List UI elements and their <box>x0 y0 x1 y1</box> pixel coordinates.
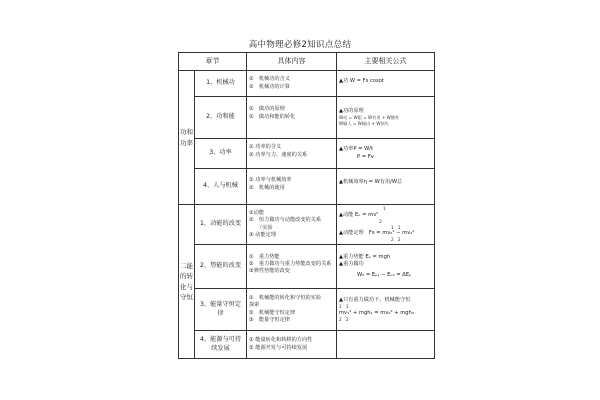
formula-line: 2 <box>379 218 382 224</box>
formula-line: 1 1 <box>391 224 401 230</box>
content-line: ① 重力势能 <box>249 253 280 260</box>
formula-line: 1 <box>383 206 386 212</box>
content-cell <box>247 289 337 331</box>
content-cell <box>247 205 337 245</box>
header-content: 具体内容 <box>247 53 337 71</box>
chapter-cell-work-power: 功和功率 <box>179 71 195 205</box>
content-line: ② 功率与力、速度的关系 <box>249 151 308 158</box>
section-cell: 2、势能的改变 <box>195 245 247 289</box>
content-line: ② 做功和能的转化 <box>249 113 296 120</box>
section-cell: 3、能量守恒定律 <box>195 289 247 331</box>
section-cell: 1、动能的改变 <box>195 205 247 245</box>
content-line: ① 机械能的转化和守恒的实验 <box>249 295 322 302</box>
table-row <box>179 97 435 139</box>
formula-cell <box>337 245 435 289</box>
header-row <box>179 53 435 71</box>
content-line: （实验 <box>257 224 273 231</box>
content-line: ② 机械的使用 <box>249 184 285 191</box>
formula-cell <box>337 139 435 169</box>
formula-line: 2 2 <box>391 237 401 243</box>
section-cell: 4、能源与可持续发展 <box>195 331 247 359</box>
header-formula: 主要相关公式 <box>337 53 435 71</box>
formula-cell <box>337 71 435 97</box>
formula-line: W输入 = W输出 + W损失 <box>339 121 389 126</box>
formula-cell <box>337 205 435 245</box>
formula-line: 1 1 <box>339 303 349 309</box>
content-line: ① 机械功的含义 <box>249 76 290 83</box>
content-line: ③ 能量守恒定律 <box>249 316 290 323</box>
formula-line: 2 2 <box>339 316 349 322</box>
content-line: ② 重力做功与重力势能改变的关系 <box>249 260 332 267</box>
formula-line: P = Fv <box>357 153 374 160</box>
section-cell: 3、功率 <box>195 139 247 169</box>
formula-cell <box>337 97 435 139</box>
formula-line: ▲功 W = Fs cosot <box>339 77 384 84</box>
content-cell <box>247 71 337 97</box>
formula-line: ▲动能 Eₖ = mv² <box>339 211 379 218</box>
content-line: 探索 <box>249 302 260 309</box>
summary-table <box>178 52 435 359</box>
section-cell: 4、人与机械 <box>195 169 247 205</box>
formula-line: ▲机械效率η = W有用/W总 <box>339 178 403 185</box>
content-cell <box>247 97 337 139</box>
table-row <box>179 205 435 245</box>
content-line: ① 功率与机械效率 <box>249 177 292 184</box>
formula-line: ▲重力做功 <box>339 260 364 267</box>
content-line: ② 能源开发与可持续发展 <box>249 344 308 351</box>
header-chapter: 章节 <box>179 53 247 71</box>
formula-line: mv₁² + mgh₁ = mv₂² + mgh₂ <box>339 309 414 316</box>
formula-line: ▲动能定理 Fs = mv₂² − mv₁² <box>339 230 415 237</box>
content-line: ③弹性势能的改变 <box>249 268 290 274</box>
formula-line: W₀ = Eₚ₁ − Eₚ₂ = ΔEₚ <box>357 272 412 278</box>
table-row <box>179 331 435 359</box>
content-cell <box>247 139 337 169</box>
formula-cell <box>337 289 435 331</box>
content-cell <box>247 331 337 359</box>
content-line: ① 能量转化和转移的方向性 <box>249 337 313 344</box>
chapter-cell-energy: 二能的转化与守恒 <box>179 205 195 359</box>
formula-line: ▲功的原理 <box>339 108 364 115</box>
formula-cell <box>337 331 435 359</box>
table-row <box>179 289 435 331</box>
table-row <box>179 71 435 97</box>
formula-line: ▲只有重力做功下，机械能守恒 <box>339 296 411 303</box>
content-line: ①动能 <box>249 210 265 217</box>
formula-line: W动 = W阻 = W有用 + W额外 <box>339 115 400 121</box>
formula-cell <box>337 169 435 205</box>
section-cell: 1、机械功 <box>195 71 247 97</box>
content-line: ② 机械功的计算 <box>249 83 290 90</box>
formula-line: ▲功率P = W/t <box>339 146 374 153</box>
formula-line: ▲重力势能 Eₚ = mgh <box>339 253 391 260</box>
table-row <box>179 139 435 169</box>
table-row <box>179 245 435 289</box>
content-line: ② 恒力做功与动能改变的关系 <box>249 217 322 224</box>
page-title: 高中物理必修2知识点总结 <box>248 40 352 50</box>
content-line: ③ 动能定理 <box>249 231 277 238</box>
content-line: ② 机械能守恒定律 <box>249 309 296 316</box>
content-cell <box>247 169 337 205</box>
content-line: ① 做功的原理 <box>249 106 285 113</box>
content-cell <box>247 245 337 289</box>
table-row <box>179 169 435 205</box>
content-line: ① 功率的含义 <box>249 144 282 151</box>
section-cell: 2、功和能 <box>195 97 247 139</box>
